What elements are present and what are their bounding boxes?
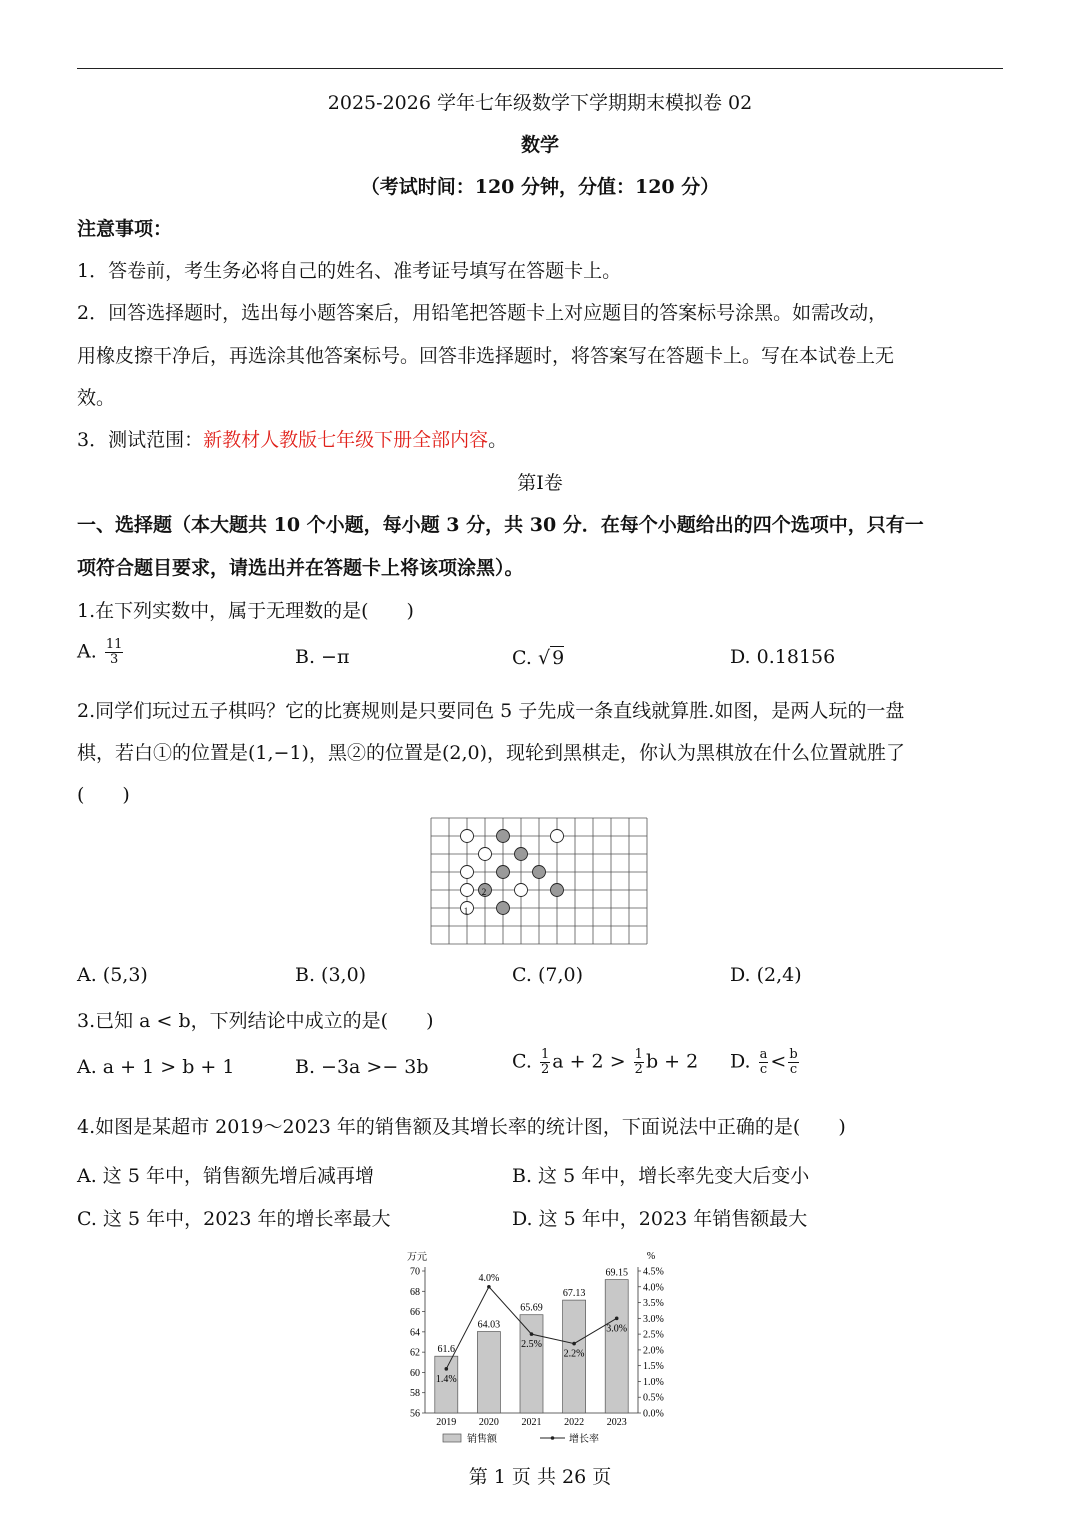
right-tick-label: 1.0% [643,1376,664,1388]
subject-title: 数学 [520,134,559,156]
q4-stem: 4.如图是某超市 2019～2023 年的销售额及其增长率的统计图，下面说法中正确的是( ) [77,1116,846,1138]
sales-bar-label: 67.13 [562,1288,586,1300]
q3-option-c-half-2-num: 1 [634,1047,643,1062]
left-tick-label: 64 [410,1327,420,1339]
note-item-2-line-1: 2．回答选择题时，选出每小题答案后，用铅笔把答题卡上对应题目的答案标号涂黑。如需改动， [77,302,888,324]
q1-option-a-numerator: 11 [105,637,123,652]
q3-option-c-half-2 [634,1048,644,1077]
q3-option-d-frac-a-num: a [759,1047,768,1062]
left-tick-label: 70 [410,1266,420,1278]
growth-rate-point [615,1317,619,1321]
growth-rate-point [445,1367,449,1371]
left-tick-label: 58 [410,1388,420,1400]
q2-stem-line-1: 2.同学们玩过五子棋吗？它的比赛规则是只要同色 5 子先成一条直线就算胜.如图，是两人玩的一盘 [77,700,905,722]
note-item-3-suffix: 。 [488,429,508,451]
right-axis-unit: % [646,1251,656,1262]
legend-sales-swatch [443,1434,461,1442]
growth-rate-label: 2.2% [563,1348,585,1360]
right-tick-label: 0.5% [643,1392,664,1404]
growth-rate-point [487,1285,491,1289]
right-tick-label: 4.5% [643,1266,664,1278]
sales-bar [477,1332,500,1413]
q3-option-c-half-2-den: 2 [634,1062,643,1077]
white-stone-1-marker: 1 [463,906,469,916]
legend-growth-point [551,1436,555,1440]
q3-option-d [730,1048,801,1077]
q3-option-a: A. a + 1 > b + 1 [77,1056,235,1078]
left-tick-label: 66 [410,1307,420,1319]
volume-title: 第Ⅰ卷 [517,472,563,494]
q2-option-a: A. (5,3) [77,964,148,986]
q2-stem-line-3: ( ) [77,784,130,806]
q3-option-c-end: b + 2 [645,1050,699,1073]
q3-option-c [512,1048,698,1077]
section-title-line-1: 一、选择题（本大题共 10 个小题，每小题 3 分，共 30 分．在每个小题给出的四个选项中，只有一 [77,514,924,536]
q1-option-b: B. −π [295,646,350,668]
q1-option-a-fraction [105,638,124,667]
legend-growth-label: 增长率 [569,1434,599,1445]
right-tick-label: 1.5% [643,1361,664,1373]
sales-growth-chart [395,1245,695,1455]
black-stone [497,830,510,843]
q2-option-d: D. (2,4) [730,964,802,986]
x-tick-label: 2019 [436,1417,457,1428]
left-tick-label: 68 [410,1286,420,1298]
white-stone [461,830,474,843]
black-stone [497,902,510,915]
sales-bar-label: 64.03 [477,1319,501,1331]
exam-info: （考试时间：120 分钟，分值：120 分） [360,176,720,198]
q3-stem: 3.已知 a < b，下列结论中成立的是( ) [77,1010,434,1032]
q4-option-d: D. 这 5 年中，2023 年销售额最大 [512,1208,808,1230]
note-item-3 [77,425,507,452]
header-rule [77,68,1003,69]
right-tick-label: 0.0% [643,1408,664,1420]
q1-option-a [77,638,125,667]
q3-option-d-frac-b-den: c [789,1062,798,1077]
white-stone [461,866,474,879]
right-tick-label: 3.5% [643,1298,664,1310]
q3-option-d-frac-a [759,1048,769,1077]
note-item-3-prefix: 3．测试范围： [77,429,204,451]
x-tick-label: 2020 [478,1417,499,1428]
growth-rate-point [572,1342,576,1346]
q1-option-c-radicand: 9 [552,647,565,669]
q3-option-d-frac-a-den: c [759,1062,768,1077]
q3-option-c-half-1 [540,1048,550,1077]
white-stone [515,884,528,897]
growth-rate-point [530,1332,534,1336]
left-tick-label: 60 [410,1367,420,1379]
right-tick-label: 2.0% [643,1345,664,1357]
x-tick-label: 2021 [521,1417,542,1428]
growth-rate-label: 1.4% [435,1373,457,1385]
note-item-2-line-3: 效。 [77,387,116,409]
white-stone [461,884,474,897]
page-footer: 第 1 页 共 26 页 [468,1466,612,1488]
q1-option-c-label: C. [512,647,532,669]
sales-bar-label: 65.69 [520,1302,543,1314]
right-tick-label: 3.0% [643,1313,664,1325]
q3-option-d-frac-b-num: b [789,1047,798,1062]
exam-title: 2025-2026 学年七年级数学下学期期末模拟卷 02 [327,92,753,114]
x-tick-label: 2023 [606,1417,627,1428]
q1-option-d: D. 0.18156 [730,646,836,668]
x-tick-label: 2022 [564,1417,585,1428]
white-stone [479,848,492,861]
legend-sales-label: 销售额 [467,1434,497,1445]
q3-option-c-half-1-den: 2 [540,1062,550,1077]
black-stone [551,884,564,897]
q1-option-a-denominator: 3 [109,652,119,667]
q4-option-c: C. 这 5 年中，2023 年的增长率最大 [77,1208,391,1230]
sales-bar-label: 61.6 [437,1344,456,1356]
q4-option-b: B. 这 5 年中，增长率先变大后变小 [512,1165,810,1187]
q3-option-b: B. −3a >− 3b [295,1056,429,1078]
q2-option-b: B. (3,0) [295,964,367,986]
q2-option-c: C. (7,0) [512,964,583,986]
black-stone [515,848,528,861]
note-item-2-line-2: 用橡皮擦干净后，再选涂其他答案标号。回答非选择题时，将答案写在答题卡上。写在本试卷上无 [77,345,895,367]
left-tick-label: 56 [410,1408,420,1420]
q3-option-d-lt: < [770,1050,787,1073]
right-tick-label: 2.5% [643,1329,664,1341]
q1-option-c [512,646,564,669]
test-scope: 新教材人教版七年级下册全部内容 [203,429,489,451]
note-item-1: 1．答卷前，考生务必将自己的姓名、准考证号填写在答题卡上。 [77,260,622,282]
growth-rate-label: 3.0% [606,1323,628,1335]
white-stone [551,830,564,843]
left-tick-label: 62 [410,1347,420,1359]
black-stone-2-marker: 2 [481,887,487,897]
sales-bar [605,1280,628,1413]
gomoku-board [430,817,650,947]
q1-option-a-label: A. [77,640,97,663]
q3-option-d-frac-b [788,1048,798,1077]
q2-stem-line-2: 棋，若白①的位置是(1,−1)，黑②的位置是(2,0)，现轮到黑棋走，你认为黑棋放在什么位置就胜了 [77,742,906,764]
q3-option-c-middle: a + 2 > [552,1050,626,1073]
black-stone [497,866,510,879]
sales-bar-label: 69.15 [605,1267,628,1279]
q4-option-a: A. 这 5 年中，销售额先增后减再增 [77,1165,374,1187]
sqrt-symbol: √ [537,647,551,669]
growth-rate-label: 4.0% [478,1272,500,1284]
q3-option-d-label: D. [730,1050,751,1073]
sales-bar [520,1315,543,1413]
q3-option-c-label: C. [512,1050,532,1073]
q1-stem: 1.在下列实数中，属于无理数的是( ) [77,600,414,622]
black-stone [533,866,546,879]
notes-heading: 注意事项： [77,218,173,240]
section-title-line-2: 项符合题目要求，请选出并在答题卡上将该项涂黑）。 [77,557,524,579]
growth-rate-label: 2.5% [521,1339,542,1351]
right-tick-label: 4.0% [643,1282,664,1294]
left-axis-unit: 万元 [407,1252,427,1263]
q3-option-c-half-1-num: 1 [540,1047,550,1062]
